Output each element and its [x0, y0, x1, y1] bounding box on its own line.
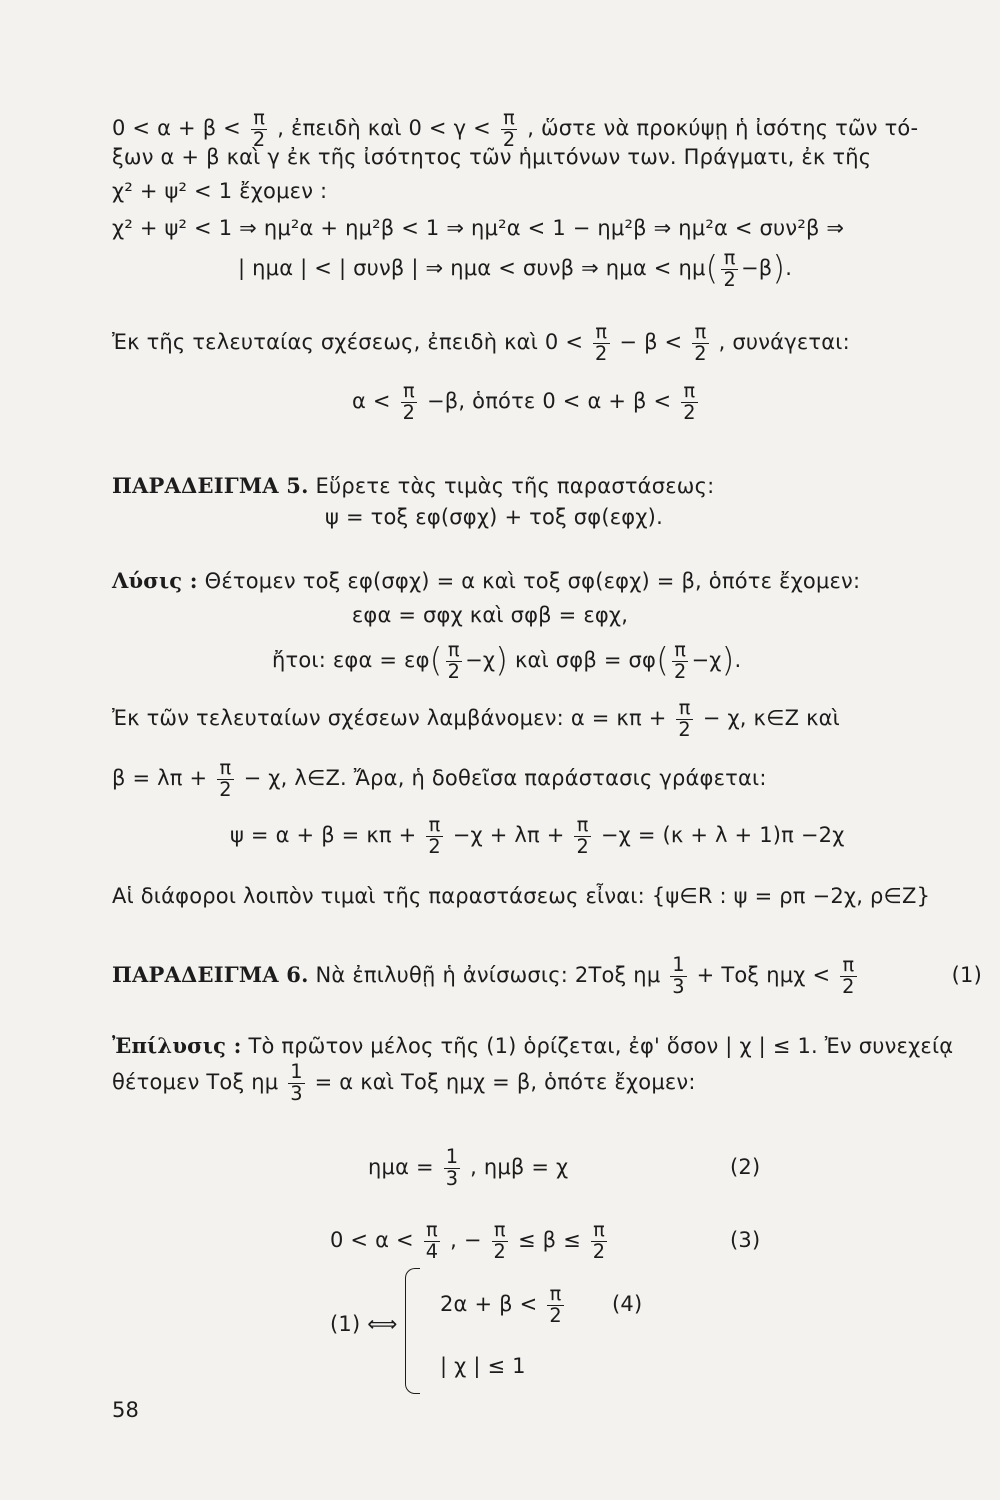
text-line: β = λπ + $\frac{\pi}{2}$ − χ, λ∈Ζ. Ἄρα, ἡ δοθεῖσα παράστασις γράφεται: — [112, 756, 767, 801]
fraction-pi-over-2: $\frac{\pi}{2}$ — [502, 106, 516, 151]
equation-line: | ημα | < | συνβ | ⇒ ημα < συνβ ⇒ ημα < ημ( $\frac{\pi}{2}$ −β). — [238, 246, 793, 291]
fraction-pi-over-2: $\frac{\pi}{2}$ — [694, 320, 707, 365]
text-line: Ἐκ τῆς τελευταίας σχέσεως, ἐπειδὴ καὶ 0 < $\frac{\pi}{2}$ − β < $\frac{\pi}{2}$ , συνάγεται: — [112, 320, 850, 365]
solution-line: Λύσις : Θέτομεν τοξ εφ(σφχ) = α καὶ τοξ σφ(εφχ) = β, ὁπότε ἔχομεν: — [112, 568, 861, 593]
fraction-pi-over-2: $\frac{\pi}{2}$ — [447, 638, 461, 683]
solution-line: Ἐπίλυσις : Τὸ πρῶτον μέλος τῆς (1) ὁρίζεται, ἐφ' ὅσον | χ | ≤ 1. Ἐν συνεχείᾳ — [112, 1033, 954, 1058]
text-line: θέτομεν Τοξ ημ $\frac{1}{3}$ = α καὶ Τοξ ημχ = β, ὁπότε ἔχομεν: — [112, 1060, 696, 1105]
equation-line: α < $\frac{\pi}{2}$ −β, ὁπότε 0 < α + β < $\frac{\pi}{2}$ — [352, 379, 696, 424]
text-line: χ² + ψ² < 1 ἔχομεν : — [112, 179, 328, 203]
fraction-pi-over-2: $\frac{\pi}{2}$ — [595, 320, 608, 365]
equation-line: ψ = τοξ εφ(σφχ) + τοξ σφ(εφχ). — [325, 505, 663, 529]
fraction-pi-over-2: $\frac{\pi}{2}$ — [842, 953, 855, 998]
system-equation: | χ | ≤ 1 — [440, 1354, 526, 1378]
text-line: ξων α + β καὶ γ ἐκ τῆς ἰσότητος τῶν ἡμιτόνων των. Πράγματι, ἐκ τῆς — [112, 145, 872, 169]
fraction-pi-over-2: $\frac{\pi}{2}$ — [683, 379, 696, 424]
equation-line: ἤτοι: εφα = εφ( $\frac{\pi}{2}$ −χ) καὶ σφβ = σφ( $\frac{\pi}{2}$ −χ). — [272, 638, 742, 683]
equation-line: ψ = α + β = κπ + $\frac{\pi}{2}$ −χ + λπ + $\frac{\pi}{2}$ −χ = (κ + λ + 1)π −2χ — [230, 813, 845, 858]
fraction-pi-over-2: $\frac{\pi}{2}$ — [549, 1282, 562, 1327]
left-brace — [405, 1268, 420, 1394]
system-equation: 2α + β < $\frac{\pi}{2}$ (4) — [440, 1282, 643, 1327]
text-line: Αἱ διάφοροι λοιπὸν τιμαὶ τῆς παραστάσεως εἶναι: {ψ∈R : ψ = ρπ −2χ, ρ∈Ζ} — [112, 884, 931, 908]
equation-number: (3) — [730, 1228, 761, 1252]
fraction-pi-over-2: $\frac{\pi}{2}$ — [592, 1218, 606, 1263]
fraction-1-over-3: $\frac{1}{3}$ — [445, 1145, 459, 1190]
fraction-pi-over-2: $\frac{\pi}{2}$ — [576, 813, 589, 858]
equation-line: χ² + ψ² < 1 ⇒ ημ²α + ημ²β < 1 ⇒ ημ²α < 1 − ημ²β ⇒ ημ²α < συν²β ⇒ — [112, 216, 845, 240]
equation-number: (4) — [612, 1292, 643, 1316]
fraction-pi-over-4: $\frac{\pi}{4}$ — [425, 1218, 439, 1263]
example-heading: ΠΑΡΑΔΕΙΓΜΑ 5. Εὕρετε τὰς τιμὰς τῆς παραστάσεως: — [112, 473, 715, 498]
equation-lhs: (1) ⟺ — [330, 1312, 398, 1336]
fraction-pi-over-2: $\frac{\pi}{2}$ — [428, 813, 441, 858]
fraction-pi-over-2: $\frac{\pi}{2}$ — [252, 106, 266, 151]
fraction-1-over-3: $\frac{1}{3}$ — [672, 953, 685, 998]
fraction-pi-over-2: $\frac{\pi}{2}$ — [723, 246, 736, 291]
fraction-pi-over-2: $\frac{\pi}{2}$ — [402, 379, 416, 424]
example-heading: ΠΑΡΑΔΕΙΓΜΑ 6. Νὰ ἐπιλυθῇ ἡ ἀνίσωσις: 2Τοξ ημ $\frac{1}{3}$ + Τοξ ημχ < $\frac{\pi}{2}$ (1) — [112, 953, 982, 998]
equation-number: (1) — [951, 963, 982, 987]
text-line: 0 < α + β < $\frac{\pi}{2}$ , ἐπειδὴ καὶ 0 < γ < $\frac{\pi}{2}$ , ὥστε νὰ προκύψῃ ἡ ἰσότης τῶν τό- — [112, 106, 919, 151]
fraction-pi-over-2: $\frac{\pi}{2}$ — [678, 696, 691, 741]
fraction-pi-over-2: $\frac{\pi}{2}$ — [219, 756, 232, 801]
page-number: 58 — [112, 1398, 140, 1422]
fraction-pi-over-2: $\frac{\pi}{2}$ — [673, 638, 687, 683]
equation-line: εφα = σφχ καὶ σφβ = εφχ, — [351, 603, 629, 627]
equation-number: (2) — [730, 1155, 761, 1179]
equation-line: 0 < α < $\frac{\pi}{4}$ , − $\frac{\pi}{2}$ ≤ β ≤ $\frac{\pi}{2}$ (3) — [330, 1218, 761, 1263]
fraction-1-over-3: $\frac{1}{3}$ — [290, 1060, 303, 1105]
fraction-pi-over-2: $\frac{\pi}{2}$ — [493, 1218, 507, 1263]
text-line: Ἐκ τῶν τελευταίων σχέσεων λαμβάνομεν: α = κπ + $\frac{\pi}{2}$ − χ, κ∈Ζ καὶ — [112, 696, 840, 741]
equation-line: ημα = $\frac{1}{3}$ , ημβ = χ (2) — [368, 1145, 761, 1190]
